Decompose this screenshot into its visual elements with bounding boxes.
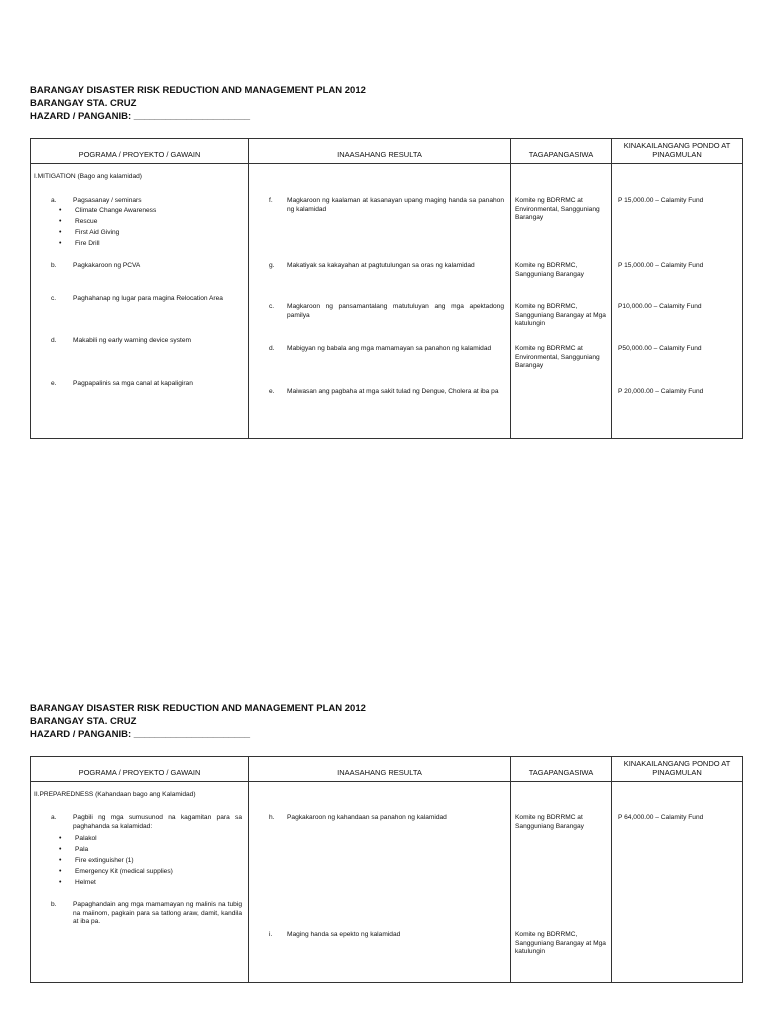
section-title: I.MITIGATION (Bago ang kalamidad) <box>34 173 142 180</box>
barangay-name: BARANGAY STA. CRUZ <box>30 98 137 109</box>
result-column: h. Pagkakaroon ng kahandaan sa panahon ng kalamidad i. Maging handa sa epekto ng kalamidad <box>249 782 511 983</box>
barangay-name: BARANGAY STA. CRUZ <box>30 716 137 727</box>
result-column: f. Magkaroon ng kaalaman at kasanayan upang maging handa sa panahon ng kalamidad g. Makatiyak sa kakayahan at pagtutulungan sa oras ng kalamidad c. Magkaroon ng pansamantalang matutuluyan ang mga apektadong pamilya d. Mabigyan ng babala ang mga mamamayan sa panahon ng kalamidad e. Maiwasan ang pagbaha at mga sakit tulad ng Dengue, Cholera at iba pa <box>249 164 511 439</box>
plan-table <box>30 138 743 439</box>
manager-column: Komite ng BDRRMC at Environmental, Sangguniang Barangay Komite ng BDRRMC, Sangguniang Barangay Komite ng BDRRMC, Sangguniang Barangay at Mga katulungin Komite ng BDRRMC at Environmental, Sangguniang Barangay <box>511 164 612 439</box>
plan-title: BARANGAY DISASTER RISK REDUCTION AND MANAGEMENT PLAN 2012 <box>30 703 366 714</box>
column-header-result: INAASAHANG RESULTA <box>249 139 511 164</box>
column-header-fund: KINAKAILANGANG PONDO AT PINAGMULAN <box>612 139 743 164</box>
fund-column: P 15,000.00 – Calamity Fund P 15,000.00 – Calamity Fund P10,000.00 – Calamity Fund P50,000.00 – Calamity Fund P 20,000.00 – Calamity Fund <box>612 164 743 439</box>
fund-column: P 64,000.00 – Calamity Fund <box>612 782 743 983</box>
plan-section-preparedness <box>30 702 742 956</box>
column-header-manager: TAGAPANGASIWA <box>511 139 612 164</box>
plan-title: BARANGAY DISASTER RISK REDUCTION AND MANAGEMENT PLAN 2012 <box>30 85 366 96</box>
column-header-manager: TAGAPANGASIWA <box>511 757 612 782</box>
column-header-fund: KINAKAILANGANG PONDO AT PINAGMULAN <box>612 757 743 782</box>
manager-column: Komite ng BDRRMC at Sangguniang Barangay Komite ng BDRRMC, Sangguniang Barangay at Mga katulungin <box>511 782 612 983</box>
column-header-program: POGRAMA / PROYEKTO / GAWAIN <box>31 757 249 782</box>
plan-table <box>30 756 743 983</box>
column-header-program: POGRAMA / PROYEKTO / GAWAIN <box>31 139 249 164</box>
hazard-line: HAZARD / PANGANIB: ______________________ <box>30 111 251 122</box>
program-column: II.PREPAREDNESS (Kahandaan bago ang Kalamidad) a. Pagbili ng mga sumusunod na kagamitan para sa paghahanda sa kalamidad: • Palakol • Pala • Fire extinguisher (1) • Emergency Kit (medical supplies) • Helmet b. Papaghandain ang mga mamamayan ng malinis na tubig na maiinom, pagkain para sa tatlong araw, damit, kandila at iba pa. <box>31 782 249 983</box>
hazard-line: HAZARD / PANGANIB: ______________________ <box>30 729 251 740</box>
column-header-result: INAASAHANG RESULTA <box>249 757 511 782</box>
plan-section-mitigation <box>30 84 742 395</box>
section-title: II.PREPAREDNESS (Kahandaan bago ang Kalamidad) <box>34 791 196 798</box>
program-column: I.MITIGATION (Bago ang kalamidad) a. Pagsasanay / seminars • Climate Change Awareness • Rescue • First Aid Giving • Fire Drill b. Pagkakaroon ng PCVA c. Paghahanap ng lugar para magina Relocation Area d. Makabili ng early warning device system e. Pagpapalinis sa mga canal at kapaligiran <box>31 164 249 439</box>
